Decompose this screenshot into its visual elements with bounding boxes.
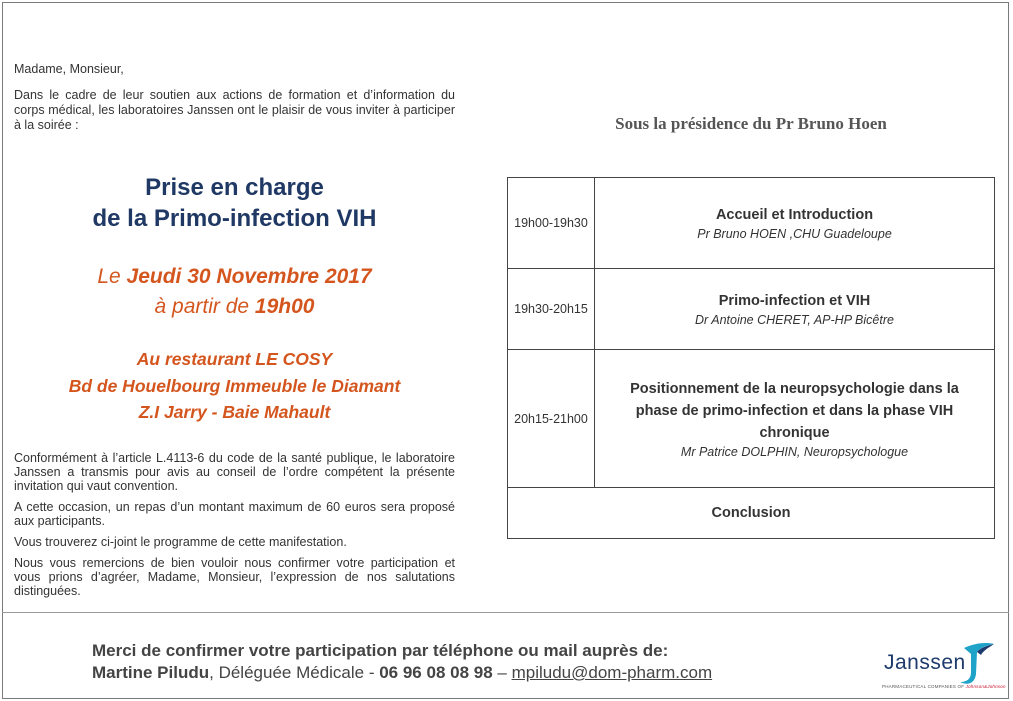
time-value: 19h00 — [254, 295, 315, 318]
event-title — [14, 172, 455, 234]
contact-role: , Déléguée Médicale - — [209, 663, 380, 682]
footer-contact — [92, 640, 712, 684]
program-table — [507, 177, 995, 539]
janssen-wordmark: Janssen — [884, 651, 966, 674]
program-item — [595, 350, 995, 488]
program-row-conclusion — [508, 488, 995, 539]
program-row — [508, 269, 995, 350]
program-item — [595, 178, 995, 269]
event-venue — [14, 346, 455, 426]
program-row — [508, 350, 995, 488]
contact-name: Martine Piludu — [92, 663, 210, 682]
greeting: Madame, Monsieur, — [14, 62, 124, 76]
venue-line1: Au restaurant LE COSY — [136, 349, 333, 369]
program-item-title: Accueil et Introduction — [715, 207, 874, 223]
janssen-tagline — [882, 684, 1006, 689]
program-time: 20h15-21h00 — [508, 350, 595, 488]
program-item-title: Positionnement de la neuropsychologie dans la phase de primo-infection et dans la phase VIH chronique — [630, 380, 959, 441]
event-title-line2: de la Primo-infection VIH — [92, 205, 377, 232]
program-item-speaker: Dr Antoine CHERET, AP-HP Bicêtre — [695, 313, 894, 327]
contact-phone: 06 96 08 08 98 — [379, 663, 493, 682]
legal-paragraph: Vous trouverez ci-joint le programme de cette manifestation. — [14, 535, 347, 549]
program-item-title: Primo-infection et VIH — [718, 293, 871, 309]
intro-paragraph: Dans le cadre de leur soutien aux actions de formation et d’information du corps médical, les laboratoires Janssen ont le plaisir de vous inviter à participer à la soirée : — [14, 88, 455, 132]
janssen-logo — [880, 638, 1006, 698]
footer-divider — [2, 612, 1009, 613]
tagline-brand: Johnson&Johnson — [965, 684, 1006, 689]
program-conclusion: Conclusion — [508, 488, 995, 539]
program-item — [595, 269, 995, 350]
footer-line2 — [92, 662, 712, 684]
tagline-text: PHARMACEUTICAL COMPANIES OF — [882, 684, 965, 689]
program-item-speaker: Pr Bruno HOEN ,CHU Guadeloupe — [697, 227, 892, 241]
venue-line2: Bd de Houelbourg Immeuble le Diamant — [68, 375, 401, 396]
event-date — [14, 262, 455, 322]
venue-line3: Z.I Jarry - Baie Mahault — [138, 402, 331, 422]
contact-email-link[interactable]: mpiludu@dom-pharm.com — [511, 663, 713, 682]
footer-line1: Merci de confirmer votre participation par téléphone ou mail auprès de: — [92, 641, 669, 660]
legal-notice — [14, 451, 455, 605]
letter-intro — [14, 62, 455, 133]
date-value: Jeudi 30 Novembre 2017 — [126, 265, 372, 288]
contact-separator: – — [492, 663, 512, 682]
event-title-line1: Prise en charge — [145, 174, 324, 201]
program-row — [508, 178, 995, 269]
legal-paragraph: Nous vous remercions de bien vouloir nous confirmer votre participation et vous prions d’agréer, Madame, Monsieur, l’expression de nos salutations distinguées. — [14, 556, 455, 598]
legal-paragraph: Conformément à l’article L.4113-6 du code de la santé publique, le laboratoire Janssen a transmis pour avis au conseil de l’ordre compétent la présente invitation qui vaut convention. — [14, 451, 455, 493]
program-time: 19h30-20h15 — [508, 269, 595, 350]
date-prefix: Le — [97, 265, 127, 288]
program-item-speaker: Mr Patrice DOLPHIN, Neuropsychologue — [680, 444, 909, 459]
presidence-heading: Sous la présidence du Pr Bruno Hoen — [615, 114, 887, 133]
legal-paragraph: A cette occasion, un repas d’un montant maximum de 60 euros sera proposé aux participants. — [14, 500, 455, 528]
program-time: 19h00-19h30 — [508, 178, 595, 269]
time-prefix: à partir de — [154, 295, 255, 318]
